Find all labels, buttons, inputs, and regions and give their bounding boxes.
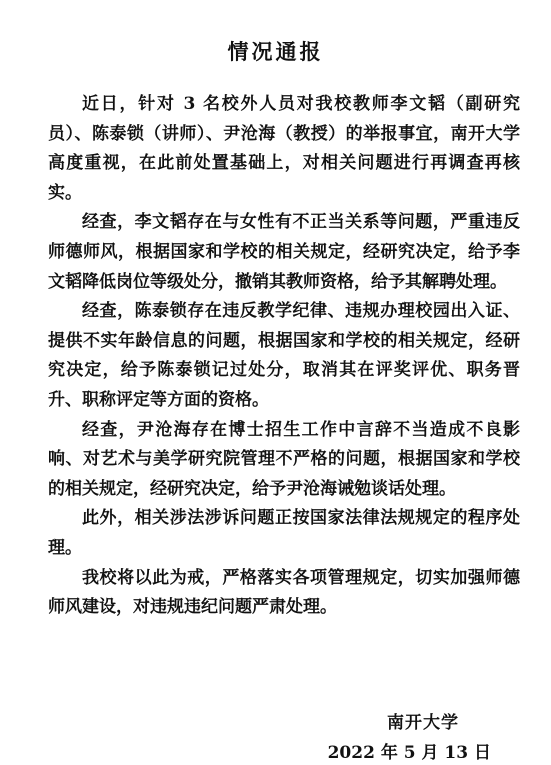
paragraph-chen-taisuo: 经查，陈泰锁存在违反教学纪律、违规办理校园出入证、提供不实年龄信息的问题，根据国家和学校的相关规定，经研究决定，给予陈泰锁记过处分，取消其在评奖评优、职务晋升、职称评定等方面的资格。 [48, 301, 520, 410]
signature-university: 南开大学 [387, 713, 459, 733]
paragraph-intro: 近日，针对 3 名校外人员对我校教师李文韬（副研究员）、陈泰锁（讲师）、尹沧海（教授）的举报事宜，南开大学高度重视，在此前处置基础上，对相关问题进行再调查再核实。 [48, 94, 520, 203]
paragraph-closing: 我校将以此为戒，严格落实各项管理规定，切实加强师德师风建设，对违规违纪问题严肃处理。 [48, 567, 520, 618]
document-body [48, 90, 520, 623]
paragraph-yin-canghai: 经查，尹沧海存在博士招生工作中言辞不当造成不良影响、对艺术与美学研究院管理不严格的问题，根据国家和学校的相关规定，经研究决定，给予尹沧海诫勉谈话处理。 [48, 419, 520, 499]
paragraph-li-wentao: 经查，李文韬存在与女性有不正当关系等问题，严重违反师德师风，根据国家和学校的相关规定，经研究决定，给予李文韬降低岗位等级处分，撤销其教师资格，给予其解聘处理。 [48, 212, 520, 292]
document-title: 情况通报 [227, 40, 324, 64]
paragraph-legal: 此外，相关涉法涉诉问题正按国家法律法规规定的程序处理。 [48, 508, 520, 558]
signature-date: 2022 年 5 月 13 日 [327, 743, 491, 763]
